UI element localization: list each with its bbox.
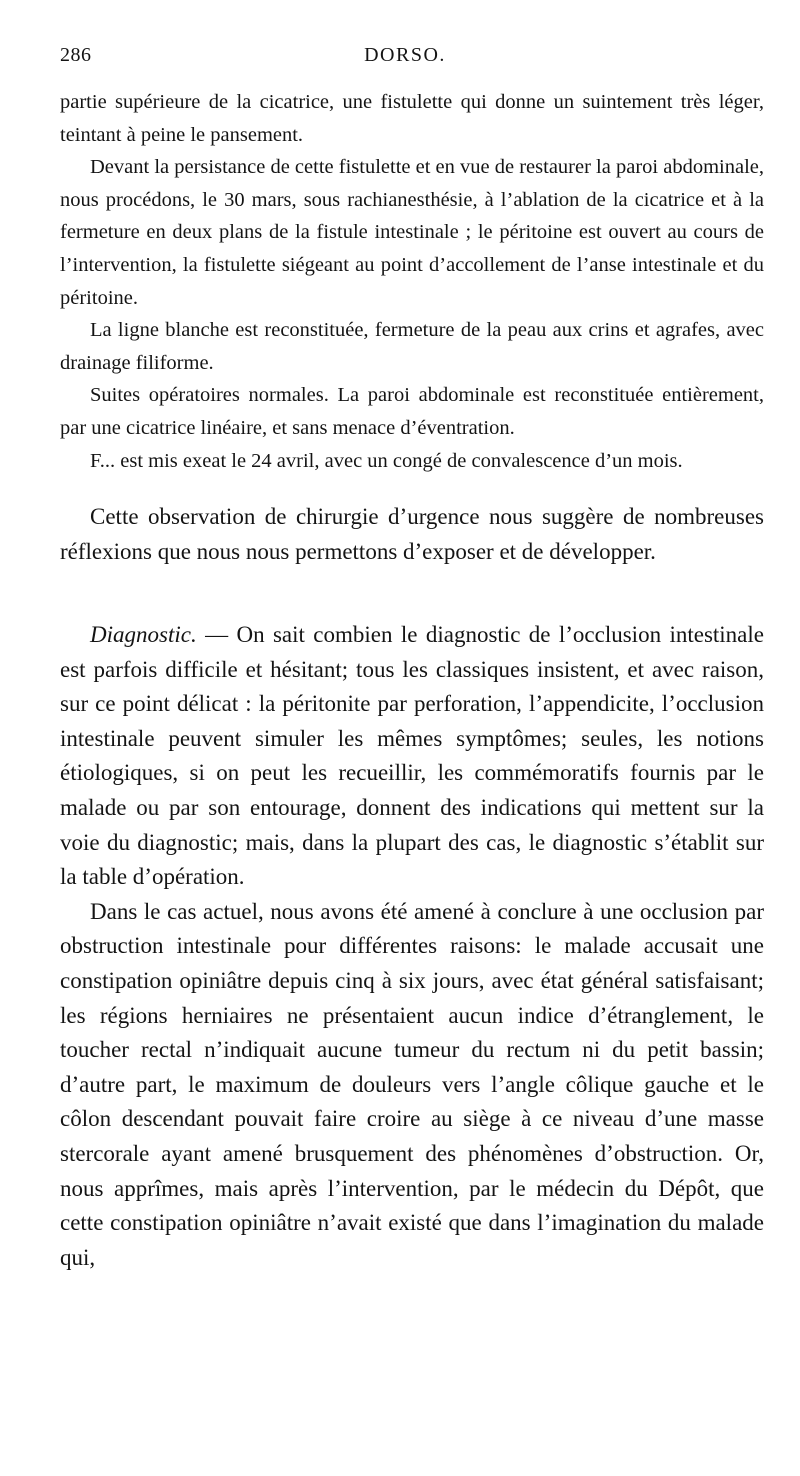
case-report-block [60, 86, 764, 477]
paragraph: Dans le cas actuel, nous avons été amené à conclure à une occlusion par obstruction intestinale pour différentes raisons: le malade accusait une constipation opiniâtre depuis cinq à six jours, avec état général satisfaisant; les régions herniaires ne présentaient aucun indice d’étranglement, le toucher rectal n’indiquait aucune tumeur du rectum ni du petit bassin; d’autre part, le maximum de douleurs vers l’angle côlique gauche et le côlon descendant pouvait faire croire au siège à ce niveau d’une masse stercorale ayant amené brusquement des phénomènes d’obstruction. Or, nous apprîmes, mais après l’intervention, par le médecin du Dépôt, que cette constipation opiniâtre n’avait existé que dans l’imagination du malade qui, [60, 898, 764, 1270]
commentary-intro [60, 500, 764, 569]
paragraph: La ligne blanche est reconstituée, fermeture de la peau aux crins et agrafes, avec drainage filiforme. [60, 319, 764, 374]
page-number: 286 [60, 44, 92, 66]
page-header [60, 44, 750, 80]
diagnostic-section [60, 618, 764, 1275]
paragraph: F... est mis exeat le 24 avril, avec un congé de convalescence d’un mois. [90, 449, 683, 472]
paragraph: Devant la persistance de cette fistulette et en vue de restaurer la paroi abdominale, nous procédons, le 30 mars, sous rachianesthésie, à l’ablation de la cicatrice et à la fermeture en deux plans de la fistule intestinale ; le péritoine est ouvert au cours de l’intervention, la fistulette siégeant au point d’accollement de l’anse intestinale et du péritoine. [60, 156, 764, 309]
section-heading: Diagnostic. [90, 622, 197, 647]
paragraph: partie supérieure de la cicatrice, une fistulette qui donne un suintement très léger, teintant à peine le pansement. [60, 91, 764, 146]
paragraph-text: — On sait combien le diagnostic de l’occlusion intestinale est parfois difficile et hésitant; tous les classiques insistent, et avec raison, sur ce point délicat : la péritonite par perforation, l’appendicite, l’occlusion intestinale peuvent simuler les mêmes symptômes; seules, les notions étiologiques, si on peut les recueillir, les commémoratifs fournis par le malade ou par son entourage, donnent des indications qui mettent sur la voie du diagnostic; mais, dans la plupart des cas, le diagnostic s’établit sur la table d’opération. [60, 622, 764, 890]
running-title: DORSO. [364, 44, 446, 66]
paragraph [60, 618, 764, 895]
paragraph: Suites opératoires normales. La paroi abdominale est reconstituée entièrement, par une cicatrice linéaire, et sans menace d’éventration. [60, 384, 764, 439]
paragraph: Cette observation de chirurgie d’urgence nous suggère de nombreuses réflexions que nous nous permettons d’exposer et de développer. [60, 504, 764, 564]
